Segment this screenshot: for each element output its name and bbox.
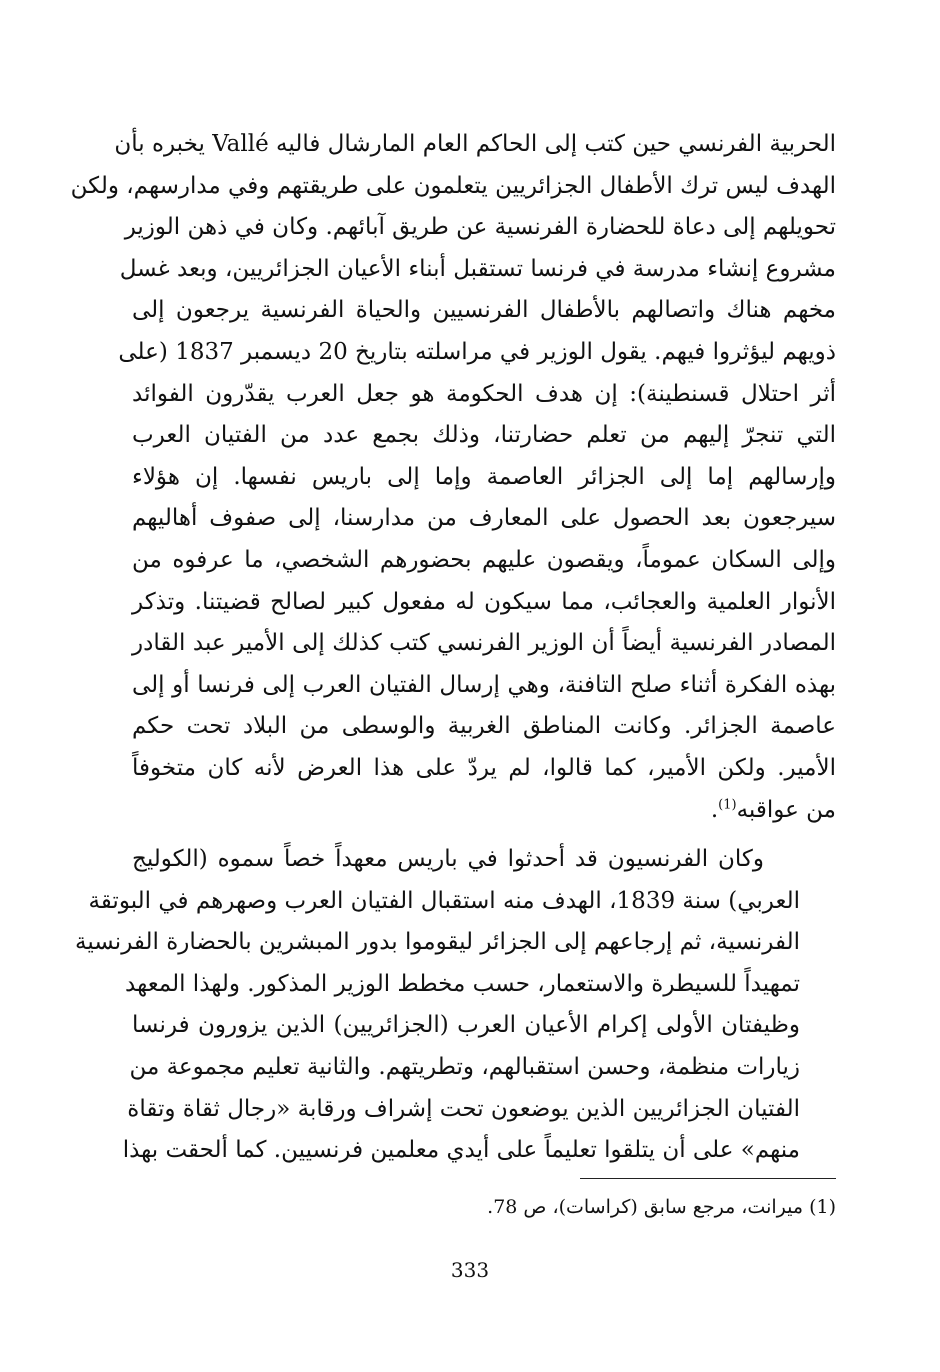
paragraph-line: سيرجعون بعد الحصول على المعارف من مدارسنا، إلى صفوف أهاليهم <box>132 505 836 532</box>
paragraph-line: العربي) سنة 1839، الهدف منه استقبال الفتيان العرب وصهرهم في البوتقة <box>88 887 800 914</box>
paragraph-line: بهذه الفكرة أثناء صلح التافنة، وهي إرسال الفتيان العرب إلى فرنسا أو إلى <box>132 671 836 698</box>
paragraph-line: الهدف ليس ترك الأطفال الجزائريين يتعلمون على طريقتهم وفي مدارسهم، ولكن <box>70 172 836 199</box>
body-text <box>70 124 836 1172</box>
paragraph-last-line <box>132 790 836 832</box>
page-number: 333 <box>450 1258 490 1282</box>
paragraph-line: زيارات منظمة، وحسن استقبالهم، وتطريتهم. والثانية تعليم مجموعة من <box>129 1054 800 1081</box>
paragraph-line: منهم» على أن يتلقوا تعليماً على أيدي معلمين فرنسيين. كما ألحقت بهذا <box>122 1137 800 1164</box>
footnote-reference[interactable]: (1) <box>718 796 737 812</box>
paragraph-line: وكان الفرنسيون قد أحدثوا في باريس معهداً خصاً سموه (الكوليج <box>132 846 764 873</box>
paragraph-line: مشروع إنشاء مدرسة في فرنسا تستقبل أبناء الأعيان الجزائريين، وبعد غسل <box>119 255 836 282</box>
paragraph-1 <box>70 124 836 831</box>
paragraph-2 <box>75 839 836 1172</box>
paragraph-line: الحربية الفرنسي حين كتب إلى الحاكم العام المارشال فاليه Vallé يخبره بأن <box>114 131 836 157</box>
paragraph-line: الفتيان الجزائريين الذين يوضعون تحت إشراف ورقابة «رجال ثقاة وتقاة <box>127 1095 800 1122</box>
last-line-text: من عواقبه <box>736 796 836 823</box>
paragraph-line: التي تنجرّ إليهم من تعلم حضارتنا، وذلك بجمع عدد من الفتيان العرب <box>132 422 836 449</box>
paragraph-line: تمهيداً للسيطرة والاستعمار، حسب مخطط الوزير المذكور. ولهذا المعهد <box>125 970 800 997</box>
paragraph-line: وإلى السكان عموماً، ويقصون عليهم بحضورهم الشخصي، ما عرفوه من <box>132 546 836 573</box>
paragraph-line: عاصمة الجزائر. وكانت المناطق الغربية والوسطى من البلاد تحت حكم <box>132 713 836 740</box>
paragraph-line: تحويلهم إلى دعاة للحضارة الفرنسية عن طريق آبائهم. وكان في ذهن الوزير <box>124 214 836 241</box>
last-line-end: . <box>710 796 719 823</box>
paragraph-line: وإرسالهم إما إلى الجزائر العاصمة وإما إلى باريس نفسها. إن هؤلاء <box>132 463 836 490</box>
footnote: (1) ميرانت، مرجع سابق (كراسات)، ص 78. <box>487 1196 836 1218</box>
paragraph-line: الفرنسية، ثم إرجاعهم إلى الجزائر ليقوموا بدور المبشرين بالحضارة الفرنسية <box>75 929 800 956</box>
paragraph-line: مخهم هناك واتصالهم بالأطفال الفرنسيين والحياة الفرنسية يرجعون إلى <box>132 297 836 324</box>
paragraph-line: أثر احتلال قسنطينة): إن هدف الحكومة هو جعل العرب يقدّرون الفوائد <box>132 380 836 407</box>
paragraph-line: ذويهم ليؤثروا فيهم. يقول الوزير في مراسلته بتاريخ 20 ديسمبر 1837 (على <box>118 338 836 365</box>
paragraph-line: الأمير. ولكن الأمير، كما قالوا، لم يردّ على هذا العرض لأنه كان متخوفاً <box>132 754 836 781</box>
footnote-divider <box>580 1178 836 1179</box>
paragraph-line: الأنوار العلمية والعجائب، مما سيكون له مفعول كبير لصالح قضيتنا. وتذكر <box>132 588 836 615</box>
paragraph-line: المصادر الفرنسية أيضاً أن الوزير الفرنسي كتب كذلك إلى الأمير عبد القادر <box>132 630 836 657</box>
paragraph-line: وظيفتان الأولى إكرام الأعيان العرب (الجزائريين) الذين يزورون فرنسا <box>132 1012 800 1039</box>
